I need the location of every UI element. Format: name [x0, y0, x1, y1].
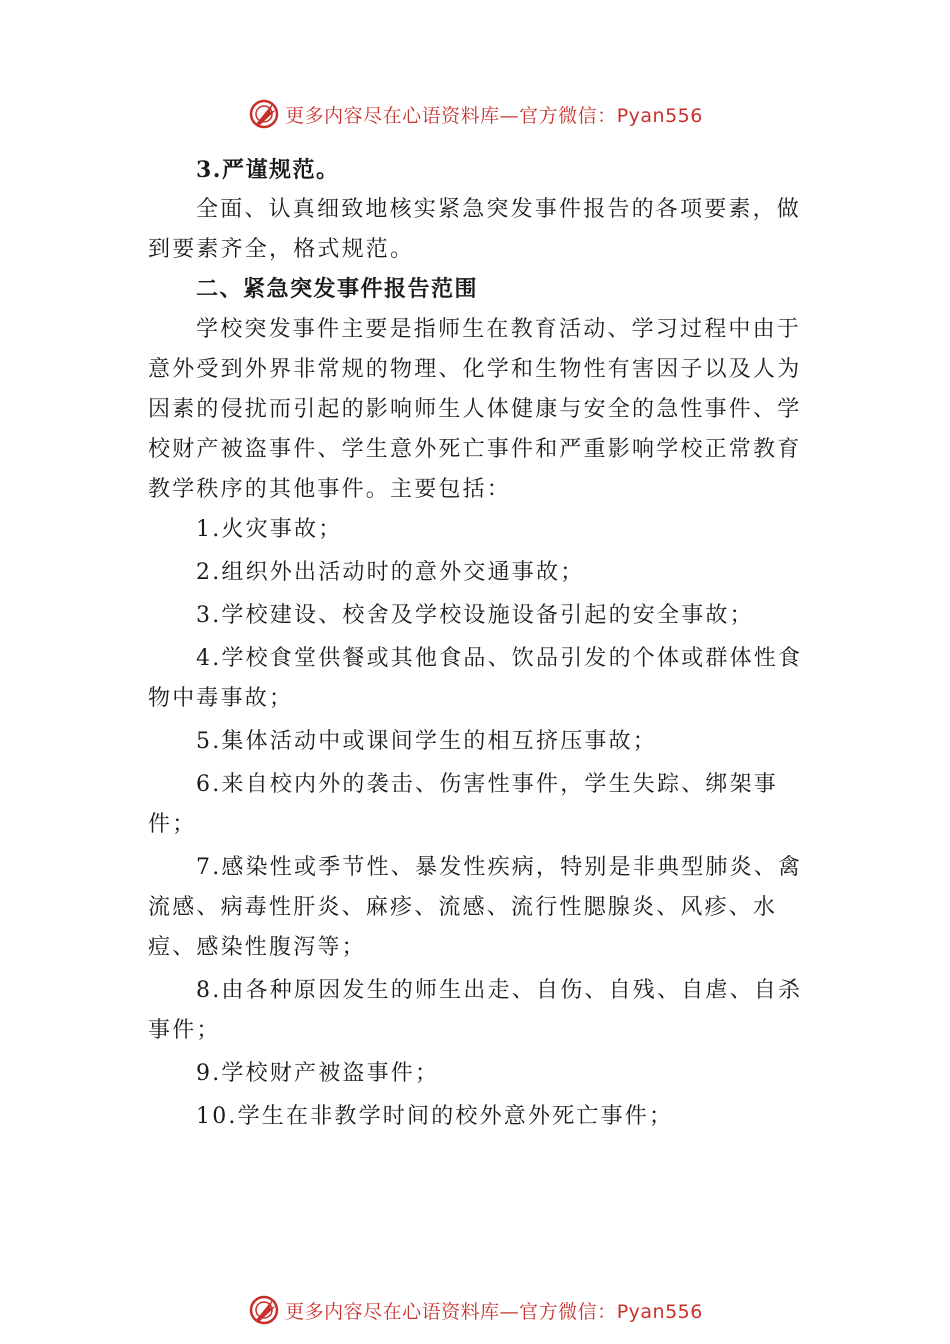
banner-wechat-label: 官方微信：: [519, 1300, 617, 1323]
list-item: 8.由各种原因发生的师生出走、自伤、自残、自虐、自杀事件；: [148, 978, 803, 1043]
list-item: 10.学生在非教学时间的校外意外死亡事件；: [196, 1104, 674, 1129]
banner-text: [285, 1297, 703, 1324]
footer-banner: [0, 1290, 950, 1330]
list-item: 4.学校食堂供餐或其他食品、饮品引发的个体或群体性食物中毒事故；: [148, 646, 803, 711]
section-heading-scope: 二、紧急突发事件报告范围: [196, 277, 479, 302]
banner-library-name: 更多内容尽在心语资料库: [285, 104, 500, 127]
banner-dash: —: [499, 1300, 520, 1323]
header-banner: [0, 94, 950, 134]
list-item: 9.学校财产被盗事件；: [196, 1061, 440, 1086]
banner-wechat-label: 官方微信：: [519, 104, 617, 127]
list-item: 6.来自校内外的袭击、伤害性事件，学生失踪、绑架事件；: [148, 772, 778, 837]
quill-logo-icon: [247, 97, 281, 131]
section-heading-rigorous: 3.严谨规范。: [196, 157, 340, 183]
banner-library-name: 更多内容尽在心语资料库: [285, 1300, 500, 1323]
banner-text: [285, 101, 703, 128]
quill-logo-icon: [247, 1293, 281, 1327]
list-item: 2.组织外出活动时的意外交通事故；: [196, 560, 585, 585]
paragraph-scope: 学校突发事件主要是指师生在教育活动、学习过程中由于意外受到外界非常规的物理、化学和生物性有害因子以及人为因素的侵扰而引起的影响师生人体健康与安全的急性事件、学校财产被盗事件、学生意外死亡事件和严重影响学校正常教育教学秩序的其他事件。主要包括：: [148, 317, 802, 502]
list-item: 5.集体活动中或课间学生的相互挤压事故；: [196, 729, 657, 754]
list-item: 7.感染性或季节性、暴发性疾病，特别是非典型肺炎、禽流感、病毒性肝炎、麻疹、流感、流行性腮腺炎、风疹、水痘、感染性腹泻等；: [148, 855, 803, 960]
list-item: 3.学校建设、校舍及学校设施设备引起的安全事故；: [196, 603, 754, 628]
document-body: [148, 150, 808, 1140]
paragraph-rigorous: 全面、认真细致地核实紧急突发事件报告的各项要素，做到要素齐全，格式规范。: [148, 197, 802, 262]
banner-wechat-id: Pyan556: [616, 1300, 703, 1323]
list-item: 1.火灾事故；: [196, 517, 343, 542]
banner-wechat-id: Pyan556: [616, 104, 703, 127]
banner-dash: —: [499, 104, 520, 127]
